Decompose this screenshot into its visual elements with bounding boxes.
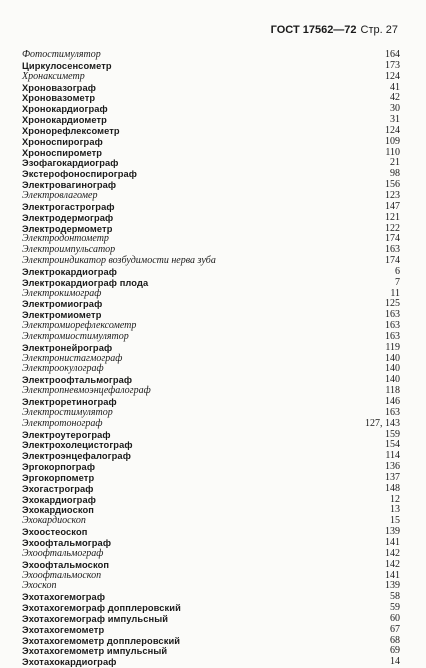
entry-page: 173 [385,59,400,71]
entry-page: 118 [385,385,400,397]
entry-page: 14 [390,656,400,668]
entry-page: 125 [385,298,400,310]
index-entry [22,364,400,375]
entry-term: Эхотахогемограф импульсный [22,613,169,624]
index-list [22,50,400,668]
index-entry [22,126,400,137]
entry-term: Эхогастрограф [22,483,94,494]
entry-page: 163 [385,330,400,342]
entry-page: 110 [385,146,400,158]
entry-term: Электроиндикатор возбудимости нерва зуба [22,255,216,267]
entry-page: 68 [390,634,400,646]
entry-term: Хроноспирометр [22,147,103,158]
index-entry [22,191,400,202]
index-entry [22,104,400,115]
entry-term: Эхотахогемометр допплеровский [22,635,181,646]
entry-term: Электроокулограф [22,363,104,375]
index-entry [22,50,400,61]
entry-term: Электромиостимулятор [22,330,129,342]
index-entry [22,256,400,267]
entry-page: 140 [385,363,400,375]
entry-page: 11 [390,287,400,299]
entry-page: 140 [385,374,400,386]
entry-page: 121 [385,211,400,223]
entry-term: Электроимпульсатор [22,244,116,256]
entry-page: 154 [385,439,400,451]
entry-term: Хроновазограф [22,82,96,93]
entry-term: Эхокардиоскоп [22,505,94,516]
index-entry [22,571,400,582]
index-entry [22,440,400,451]
entry-page: 163 [385,320,400,332]
entry-page: 122 [385,222,400,234]
index-entry [22,473,400,484]
entry-page: 156 [385,179,400,191]
entry-term: Электромиометр [22,310,102,321]
index-entry [22,83,400,94]
entry-page: 67 [390,623,400,635]
entry-term: Электроретинограф [22,397,117,407]
entry-page: 142 [385,558,400,570]
entry-page: 163 [385,406,400,418]
index-entry [22,158,400,169]
entry-term: Электроофтальмограф [22,375,133,386]
entry-term: Экстерофоноспирограф [22,169,137,180]
entry-page: 142 [385,547,400,559]
index-entry [22,636,400,647]
index-entry [22,430,400,441]
entry-page: 146 [385,396,400,407]
index-entry [22,148,400,159]
entry-page: 15 [390,515,400,527]
entry-term: Хроновазометр [22,93,96,104]
index-entry [22,657,400,668]
entry-page: 147 [385,200,400,212]
entry-page: 136 [385,461,400,473]
entry-page: 139 [385,526,400,538]
entry-page: 119 [385,341,400,353]
entry-page: 31 [390,114,400,126]
entry-term: Электроутерограф [22,429,111,440]
entry-term: Эхоофтальмограф [22,547,104,559]
index-entry [22,614,400,625]
entry-page: 58 [390,591,400,603]
entry-term: Электродермометр [22,223,113,234]
entry-term: Эхотахогемограф допплеровский [22,603,181,614]
entry-term: Электромиорефлексометр [22,320,137,332]
entry-page: 109 [385,135,400,147]
index-entry [22,267,400,278]
entry-term: Эзофагокардиограф [22,158,119,169]
standard-number: ГОСТ 17562—72 [270,24,357,36]
entry-page: 174 [385,255,400,267]
entry-term: Электроэнцефалограф [22,451,131,462]
entry-page: 164 [385,49,400,60]
entry-term: Электрокардиограф плода [22,277,149,288]
entry-term: Электрохолецистограф [22,440,133,451]
index-entry [22,592,400,603]
index-entry [22,299,400,310]
index-entry [22,451,400,462]
entry-term: Хроноспирограф [22,136,103,147]
entry-term: Фотостимулятор [22,49,101,60]
index-entry [22,581,400,592]
index-entry [22,646,400,657]
entry-term: Электродермограф [22,212,114,223]
entry-page: 114 [385,450,400,462]
page-number: Стр. 27 [360,24,398,36]
index-entry [22,137,400,148]
index-entry [22,462,400,473]
index-entry [22,72,400,83]
entry-term: Эргокорпометр [22,472,95,483]
entry-page: 124 [385,124,400,136]
entry-term: Электродонтометр [22,233,109,245]
entry-term: Эхокардиограф [22,494,96,505]
index-entry [22,289,400,300]
entry-page: 148 [385,482,400,494]
entry-page: 30 [390,103,400,115]
entry-page: 42 [390,92,400,104]
entry-page: 174 [385,233,400,245]
index-entry [22,516,400,527]
entry-term: Электромиограф [22,299,103,310]
index-entry [22,93,400,104]
index-entry [22,527,400,538]
entry-page: 6 [395,265,400,277]
entry-term: Эхоофтальмоскоп [22,559,110,570]
entry-term: Эхоофтальмограф [22,537,112,548]
entry-page: 124 [385,70,400,82]
entry-page: 12 [390,493,400,505]
entry-term: Эхоофтальмоскоп [22,569,102,581]
index-entry [22,213,400,224]
entry-term: Хронорефлексометр [22,125,120,136]
index-entry [22,202,400,213]
entry-term: Эхотахогемограф [22,592,106,603]
entry-page: 69 [390,645,400,657]
entry-term: Электротонограф [22,417,103,429]
index-entry [22,169,400,180]
index-entry [22,343,400,354]
entry-term: Эхотахогемометр [22,624,105,635]
entry-page: 141 [385,536,400,548]
index-entry [22,115,400,126]
entry-term: Эхотахогемометр импульсный [22,646,168,657]
entry-term: Электропневмоэнцефалограф [22,385,151,397]
page-header [271,24,398,36]
index-entry [22,549,400,560]
entry-page: 163 [385,309,400,321]
entry-page: 137 [385,471,400,483]
entry-term: Электростимулятор [22,406,113,418]
entry-term: Электрогастрограф [22,201,115,212]
entry-page: 59 [390,602,400,614]
index-entry [22,332,400,343]
entry-page: 123 [385,189,400,201]
index-entry [22,625,400,636]
entry-term: Электрокимограф [22,287,102,299]
entry-term: Хронаксиметр [22,70,85,82]
entry-term: Эргокорпограф [22,462,96,473]
entry-term: Электровлагомер [22,189,98,201]
entry-term: Электрокардиограф [22,266,118,277]
entry-term: Эхокардиоскоп [22,515,86,527]
entry-term: Эхотахокардиограф [22,657,117,668]
index-entry [22,419,400,430]
index-entry [22,278,400,289]
entry-page: 127, 143 [365,417,400,429]
entry-page: 7 [395,276,400,288]
entry-term: Электровагинограф [22,180,117,191]
entry-term: Циркулосенсометр [22,60,112,71]
entry-page: 139 [385,580,400,592]
entry-page: 140 [385,352,400,364]
index-entry [22,560,400,571]
entry-term: Эхоскоп [22,580,57,592]
index-entry [22,386,400,397]
entry-term: Электронистагмограф [22,352,123,364]
index-entry [22,603,400,614]
entry-term: Хронокардиограф [22,104,108,115]
entry-page: 13 [390,504,400,516]
entry-page: 159 [385,428,400,440]
entry-term: Электронейрограф [22,342,113,353]
index-entry [22,484,400,495]
entry-page: 141 [385,569,400,581]
entry-term: Эхоостеоскоп [22,527,88,538]
entry-page: 21 [390,157,400,169]
index-entry [22,495,400,506]
entry-page: 163 [385,244,400,256]
entry-term: Хронокардиометр [22,115,107,126]
entry-page: 41 [390,81,400,93]
entry-page: 60 [390,612,400,624]
entry-page: 98 [390,168,400,180]
